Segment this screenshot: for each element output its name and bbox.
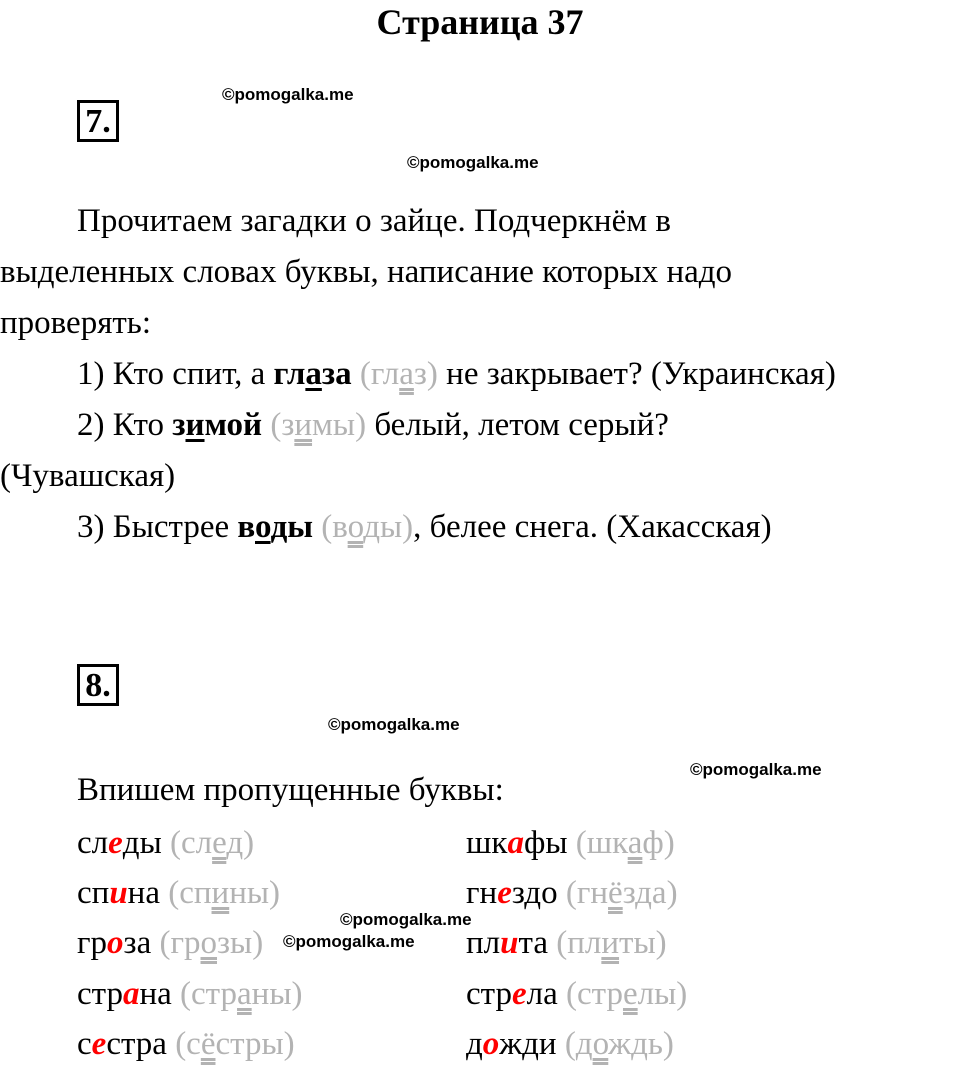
- word-pair: шкафы (шкаф): [466, 825, 675, 861]
- word-pair: спина (спины): [77, 875, 281, 911]
- word-pair: гроза (грозы): [77, 925, 264, 961]
- task-8-intro: Впишем пропущенные буквы:: [77, 772, 504, 808]
- page-title: Страница 37: [376, 2, 584, 42]
- word-pair: гнездо (гнёзда): [466, 875, 678, 911]
- watermark: ©pomogalka.me: [340, 910, 472, 929]
- watermark: ©pomogalka.me: [407, 153, 539, 172]
- riddle-1: 1) Кто спит, а глаза (глаз) не закрывает? (Украинская): [77, 356, 836, 392]
- watermark: ©pomogalka.me: [690, 760, 822, 779]
- check-word: (воды): [321, 509, 414, 545]
- inserted-letter: о: [482, 1026, 500, 1062]
- word-pair: следы (след): [77, 825, 255, 861]
- highlighted-word: зимой: [172, 407, 263, 443]
- check-word: (плиты): [556, 925, 667, 961]
- inserted-letter: и: [109, 875, 128, 911]
- inserted-letter: о: [107, 925, 124, 961]
- check-word: (глаз): [359, 356, 438, 392]
- riddle-2-origin: (Чувашская): [0, 458, 176, 494]
- word-pair: дожди (дождь): [466, 1026, 674, 1062]
- highlighted-word: глаза: [273, 356, 352, 392]
- word-pair: стрела (стрелы): [466, 976, 688, 1012]
- check-word: (след): [170, 825, 255, 861]
- check-word: (страны): [180, 976, 303, 1012]
- inserted-letter: е: [91, 1026, 107, 1062]
- riddle-3: 3) Быстрее воды (воды), белее снега. (Хакасская): [77, 509, 772, 545]
- word-pair: плита (плиты): [466, 925, 667, 961]
- task-7-intro-line: проверять:: [0, 305, 152, 341]
- riddle-2: 2) Кто зимой (зимы) белый, летом серый?: [77, 407, 669, 443]
- task-7-intro-line: Прочитаем загадки о зайце. Подчеркнём в: [77, 203, 671, 239]
- word-pair: сестра (сёстры): [77, 1026, 295, 1062]
- task-7-intro-line: выделенных словах буквы, написание которых надо: [0, 254, 733, 290]
- check-word: (спины): [168, 875, 281, 911]
- check-word: (сёстры): [175, 1026, 295, 1062]
- inserted-letter: е: [108, 825, 123, 861]
- check-word: (гнёзда): [565, 875, 678, 911]
- check-word: (стрелы): [566, 976, 688, 1012]
- inserted-letter: а: [122, 976, 140, 1012]
- check-word: (шкаф): [575, 825, 675, 861]
- watermark: ©pomogalka.me: [328, 715, 460, 734]
- task-7-number: 7.: [77, 100, 119, 142]
- inserted-letter: е: [497, 875, 512, 911]
- watermark: ©pomogalka.me: [222, 85, 354, 104]
- word-pair: страна (страны): [77, 976, 303, 1012]
- inserted-letter: е: [511, 976, 527, 1012]
- highlighted-word: воды: [237, 509, 314, 545]
- watermark: ©pomogalka.me: [283, 932, 415, 951]
- inserted-letter: и: [500, 925, 519, 961]
- check-word: (дождь): [564, 1026, 674, 1062]
- inserted-letter: а: [507, 825, 524, 861]
- task-8-number: 8.: [77, 664, 119, 706]
- check-word: (грозы): [159, 925, 264, 961]
- check-word: (зимы): [270, 407, 367, 443]
